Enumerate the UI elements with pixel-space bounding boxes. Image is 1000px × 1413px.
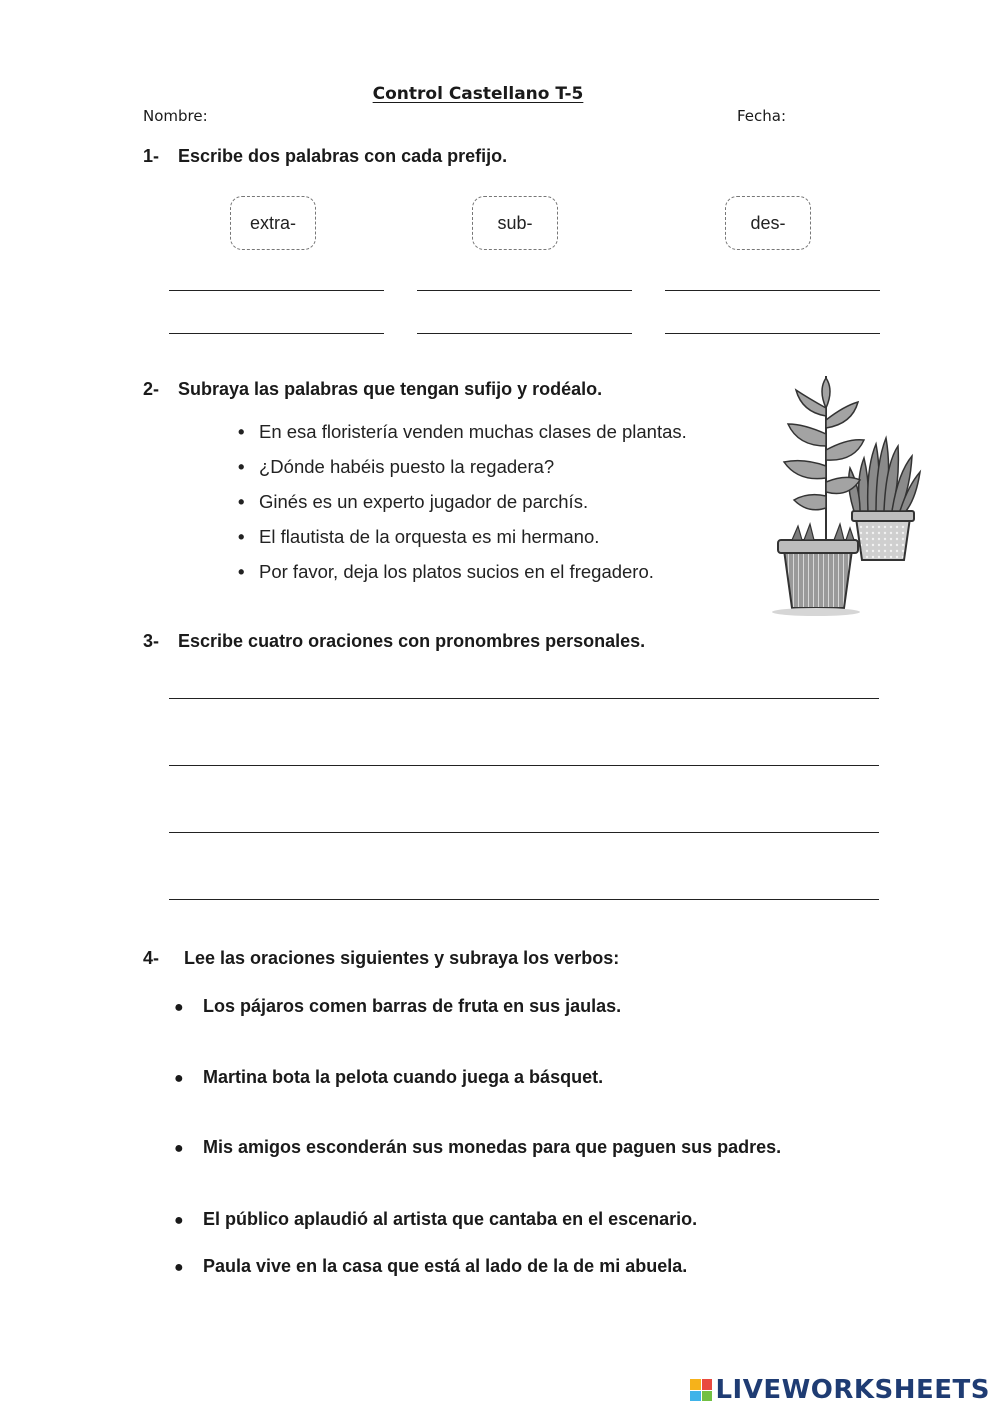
date-label: Fecha: — [737, 107, 787, 125]
liveworksheets-logo-icon — [690, 1379, 712, 1401]
question-4-number: 4- — [143, 948, 160, 968]
question-4-sentence-5: Paula vive en la casa que está al lado de la de mi abuela. — [203, 1256, 688, 1276]
prefix-box-des: des- — [725, 196, 811, 250]
list-item[interactable]: • ¿Dónde habéis puesto la regadera? — [238, 454, 687, 489]
answer-line-des-1[interactable] — [665, 290, 880, 291]
question-4-text: Lee las oraciones siguientes y subraya los verbos: — [184, 948, 620, 968]
list-item[interactable] — [174, 1256, 687, 1277]
liveworksheets-brand — [690, 1375, 990, 1405]
answer-line-extra-2[interactable] — [169, 333, 384, 334]
question-3 — [143, 631, 645, 652]
question-4 — [143, 948, 619, 969]
question-4-sentence-2: Martina bota la pelota cuando juega a básquet. — [203, 1067, 604, 1087]
question-2-text: Subraya las palabras que tengan sufijo y rodéalo. — [178, 379, 603, 399]
bullet-icon: ● — [174, 999, 184, 1016]
question-2-sentence-list — [238, 419, 687, 594]
answer-line-extra-1[interactable] — [169, 290, 384, 291]
answer-line-sentence-3[interactable] — [169, 832, 879, 833]
potted-plants-illustration — [768, 368, 928, 618]
bullet-icon: ● — [174, 1212, 184, 1229]
question-4-sentence-1: Los pájaros comen barras de fruta en sus jaulas. — [203, 996, 622, 1016]
bullet-icon: ● — [174, 1259, 184, 1276]
list-item[interactable] — [174, 1067, 603, 1088]
bullet-icon: ● — [174, 1070, 184, 1087]
worksheet-title: Control Castellano T-5 — [372, 84, 584, 104]
answer-line-sentence-4[interactable] — [169, 899, 879, 900]
question-3-text: Escribe cuatro oraciones con pronombres personales. — [178, 631, 646, 651]
list-item[interactable] — [174, 1137, 781, 1158]
prefix-box-sub: sub- — [472, 196, 558, 250]
answer-line-des-2[interactable] — [665, 333, 880, 334]
question-1-text: Escribe dos palabras con cada prefijo. — [178, 146, 508, 166]
list-item[interactable]: • El flautista de la orquesta es mi hermano. — [238, 524, 687, 559]
back-plant-icon — [849, 438, 920, 560]
brand-name: LIVEWORKSHEETS — [715, 1375, 990, 1405]
question-2 — [143, 379, 602, 400]
list-item[interactable] — [174, 996, 621, 1017]
question-3-number: 3- — [143, 631, 160, 651]
prefix-box-extra: extra- — [230, 196, 316, 250]
name-label: Nombre: — [143, 107, 208, 125]
question-1 — [143, 146, 507, 167]
list-item[interactable] — [174, 1209, 697, 1230]
answer-line-sub-2[interactable] — [417, 333, 632, 334]
question-2-number: 2- — [143, 379, 160, 399]
answer-line-sub-1[interactable] — [417, 290, 632, 291]
question-4-sentence-3: Mis amigos esconderán sus monedas para que paguen sus padres. — [203, 1137, 782, 1157]
list-item[interactable]: • En esa floristería venden muchas clases de plantas. — [238, 419, 687, 454]
answer-line-sentence-1[interactable] — [169, 698, 879, 699]
list-item[interactable]: • Por favor, deja los platos sucios en el fregadero. — [238, 559, 687, 594]
bullet-icon: ● — [174, 1140, 184, 1157]
question-1-number: 1- — [143, 146, 160, 166]
answer-line-sentence-2[interactable] — [169, 765, 879, 766]
question-4-sentence-4: El público aplaudió al artista que cantaba en el escenario. — [203, 1209, 698, 1229]
list-item[interactable]: • Ginés es un experto jugador de parchís. — [238, 489, 687, 524]
